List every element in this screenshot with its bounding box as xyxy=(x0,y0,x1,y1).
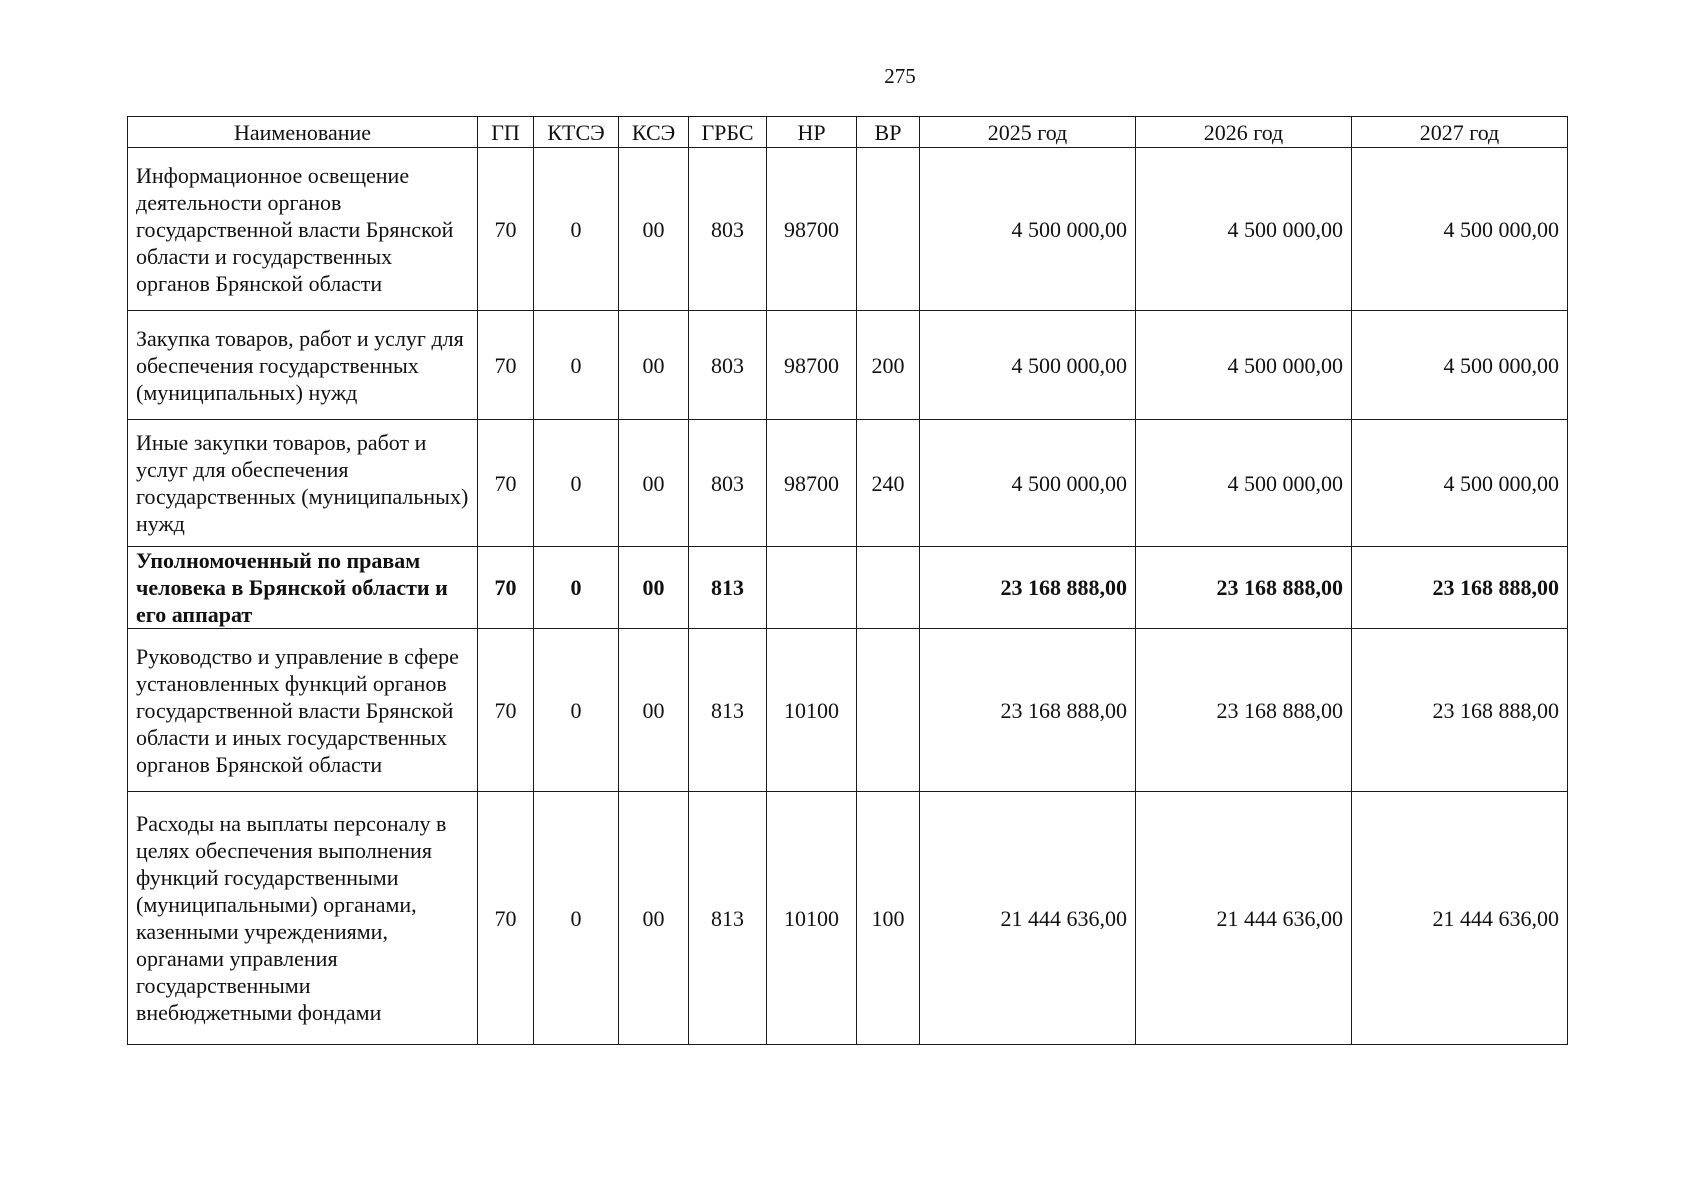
cell-2027: 4 500 000,00 xyxy=(1352,420,1568,547)
table-row xyxy=(128,629,1568,792)
cell-kse: 00 xyxy=(619,792,689,1045)
cell-grbs: 813 xyxy=(689,547,767,629)
cell-2026: 4 500 000,00 xyxy=(1136,148,1352,311)
cell-nr: 10100 xyxy=(767,629,857,792)
cell-name: Расходы на выплаты персоналу в целях обеспечения выполнения функций государственными (муниципальными) органами, казенными учреждениями, органами управления государственными внебюджетными фондами xyxy=(128,792,478,1045)
cell-2025: 4 500 000,00 xyxy=(920,148,1136,311)
cell-kse: 00 xyxy=(619,148,689,311)
cell-gp: 70 xyxy=(478,547,534,629)
cell-2027: 4 500 000,00 xyxy=(1352,311,1568,420)
cell-2027: 21 444 636,00 xyxy=(1352,792,1568,1045)
cell-ktse: 0 xyxy=(534,629,619,792)
cell-grbs: 803 xyxy=(689,311,767,420)
column-header-2025: 2025 год xyxy=(920,117,1136,148)
cell-name: Руководство и управление в сфере установленных функций органов государственной власти Брянской области и иных государственных органов Брянской области xyxy=(128,629,478,792)
cell-nr: 98700 xyxy=(767,420,857,547)
cell-kse: 00 xyxy=(619,420,689,547)
cell-2026: 23 168 888,00 xyxy=(1136,629,1352,792)
cell-2027: 23 168 888,00 xyxy=(1352,547,1568,629)
cell-2026: 21 444 636,00 xyxy=(1136,792,1352,1045)
cell-gp: 70 xyxy=(478,311,534,420)
cell-grbs: 813 xyxy=(689,629,767,792)
table-row xyxy=(128,420,1568,547)
cell-kse: 00 xyxy=(619,547,689,629)
cell-2026: 4 500 000,00 xyxy=(1136,420,1352,547)
cell-vr xyxy=(857,629,920,792)
column-header-grbs: ГРБС xyxy=(689,117,767,148)
cell-gp: 70 xyxy=(478,420,534,547)
column-header-name: Наименование xyxy=(128,117,478,148)
cell-ktse: 0 xyxy=(534,547,619,629)
cell-name: Информационное освещение деятельности органов государственной власти Брянской области и государственных органов Брянской области xyxy=(128,148,478,311)
cell-vr: 200 xyxy=(857,311,920,420)
cell-gp: 70 xyxy=(478,792,534,1045)
cell-grbs: 803 xyxy=(689,420,767,547)
table-row xyxy=(128,311,1568,420)
budget-table xyxy=(127,116,1568,1045)
cell-grbs: 803 xyxy=(689,148,767,311)
cell-2025: 23 168 888,00 xyxy=(920,629,1136,792)
cell-vr xyxy=(857,148,920,311)
table-row xyxy=(128,792,1568,1045)
cell-grbs: 813 xyxy=(689,792,767,1045)
cell-2026: 4 500 000,00 xyxy=(1136,311,1352,420)
cell-nr: 98700 xyxy=(767,148,857,311)
column-header-ktse: КТСЭ xyxy=(534,117,619,148)
cell-vr: 240 xyxy=(857,420,920,547)
cell-kse: 00 xyxy=(619,629,689,792)
cell-gp: 70 xyxy=(478,148,534,311)
cell-name: Закупка товаров, работ и услуг для обеспечения государственных (муниципальных) нужд xyxy=(128,311,478,420)
column-header-2026: 2026 год xyxy=(1136,117,1352,148)
table-row xyxy=(128,148,1568,311)
cell-2027: 4 500 000,00 xyxy=(1352,148,1568,311)
cell-vr xyxy=(857,547,920,629)
cell-ktse: 0 xyxy=(534,420,619,547)
cell-vr: 100 xyxy=(857,792,920,1045)
table-row xyxy=(128,547,1568,629)
column-header-vr: ВР xyxy=(857,117,920,148)
cell-2025: 21 444 636,00 xyxy=(920,792,1136,1045)
cell-ktse: 0 xyxy=(534,148,619,311)
column-header-nr: НР xyxy=(767,117,857,148)
column-header-kse: КСЭ xyxy=(619,117,689,148)
cell-2026: 23 168 888,00 xyxy=(1136,547,1352,629)
cell-2025: 23 168 888,00 xyxy=(920,547,1136,629)
cell-kse: 00 xyxy=(619,311,689,420)
cell-2025: 4 500 000,00 xyxy=(920,420,1136,547)
column-header-2027: 2027 год xyxy=(1352,117,1568,148)
cell-ktse: 0 xyxy=(534,311,619,420)
cell-nr: 10100 xyxy=(767,792,857,1045)
cell-2025: 4 500 000,00 xyxy=(920,311,1136,420)
cell-gp: 70 xyxy=(478,629,534,792)
cell-ktse: 0 xyxy=(534,792,619,1045)
page-number: 275 xyxy=(884,64,916,88)
cell-name: Уполномоченный по правам человека в Брянской области и его аппарат xyxy=(128,547,478,629)
table-header-row xyxy=(128,117,1568,148)
cell-nr xyxy=(767,547,857,629)
cell-nr: 98700 xyxy=(767,311,857,420)
cell-2027: 23 168 888,00 xyxy=(1352,629,1568,792)
cell-name: Иные закупки товаров, работ и услуг для обеспечения государственных (муниципальных) нужд xyxy=(128,420,478,547)
column-header-gp: ГП xyxy=(478,117,534,148)
